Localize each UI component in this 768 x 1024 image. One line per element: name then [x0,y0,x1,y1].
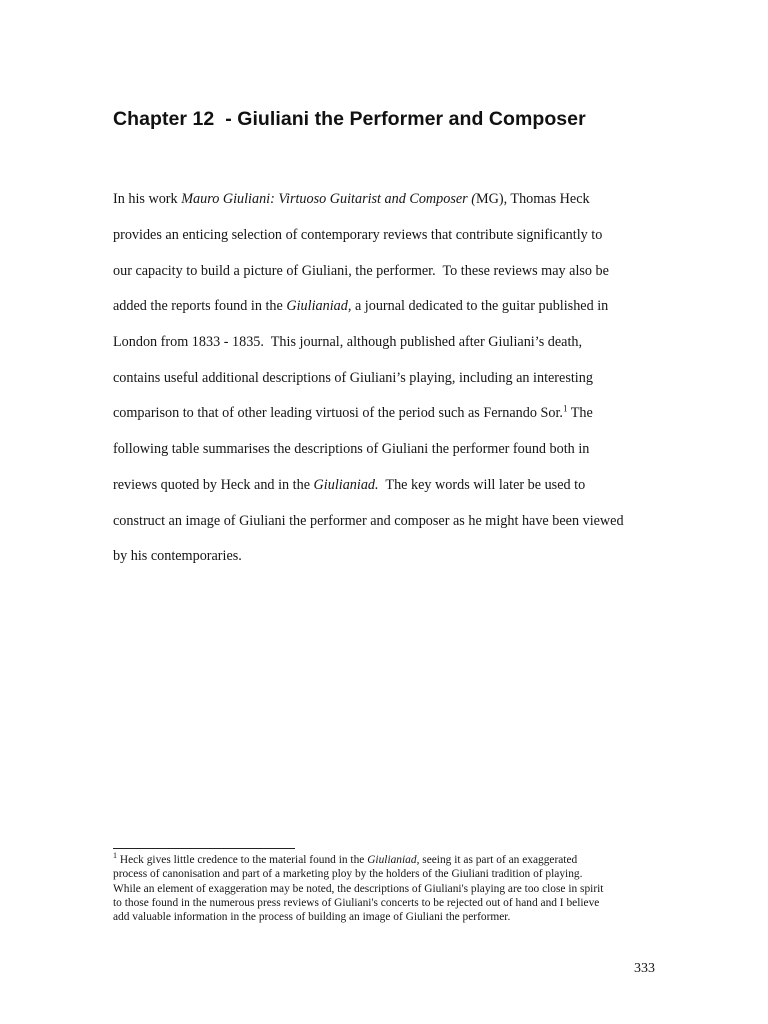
footnote-line-2: process of canonisation and part of a marketing ploy by the holders of the Giuliani tradition of playing. [113,868,583,880]
footnote-text: , seeing it as part of an exaggerated [416,854,578,866]
footnote-text: Heck gives little credence to the material found in the [117,854,368,866]
body-line-1 [113,190,590,208]
body-line-3: our capacity to build a picture of Giuliani, the performer. To these reviews may also be [113,263,609,279]
body-line-5: London from 1833 - 1835. This journal, although published after Giuliani’s death, [113,334,583,350]
body-text: reviews quoted by Heck and in the [113,477,314,493]
body-line-6: contains useful additional descriptions of Giuliani’s playing, including an interesting [113,370,593,386]
footnote-line-3: While an element of exaggeration may be noted, the descriptions of Giuliani's playing are too close in spirit [113,883,604,895]
journal-title-italic: Giulianiad, [286,298,352,314]
footnote-separator [113,848,295,849]
body-text: In his work [113,191,182,207]
body-line-11: by his contemporaries. [113,548,242,564]
body-line-8: following table summarises the descriptions of Giuliani the performer found both in [113,441,590,457]
body-text: added the reports found in the [113,298,287,314]
body-line-10: construct an image of Giuliani the performer and composer as he might have been viewed [113,513,624,529]
chapter-heading: Chapter 12 - Giuliani the Performer and Composer [113,108,586,130]
body-line-2: provides an enticing selection of contemporary reviews that contribute significantly to [113,227,603,243]
body-line-7 [113,404,593,422]
book-title-italic: Mauro Giuliani: Virtuoso Guitarist and Composer ( [181,191,476,207]
footnote-reference: 1 [562,403,568,414]
body-text: a journal dedicated to the guitar published in [351,298,609,314]
body-text: The key words will later be used to [378,477,586,493]
footnote-line-1 [113,851,578,867]
page-number: 333 [634,961,655,976]
journal-title-italic: Giulianiad [367,854,417,866]
footnote-marker: 1 [113,851,117,861]
body-text: The [567,405,593,421]
body-text: MG), Thomas Heck [475,191,590,207]
body-text: comparison to that of other leading virtuosi of the period such as Fernando Sor. [113,405,563,421]
body-line-4 [113,297,608,315]
footnote-line-4: to those found in the numerous press reviews of Giuliani's concerts to be rejected out of hand and I believe [113,897,600,909]
body-line-9 [113,476,585,494]
journal-title-italic: Giulianiad. [313,477,379,493]
footnote-line-5: add valuable information in the process of building an image of Giuliani the performer. [113,911,511,923]
